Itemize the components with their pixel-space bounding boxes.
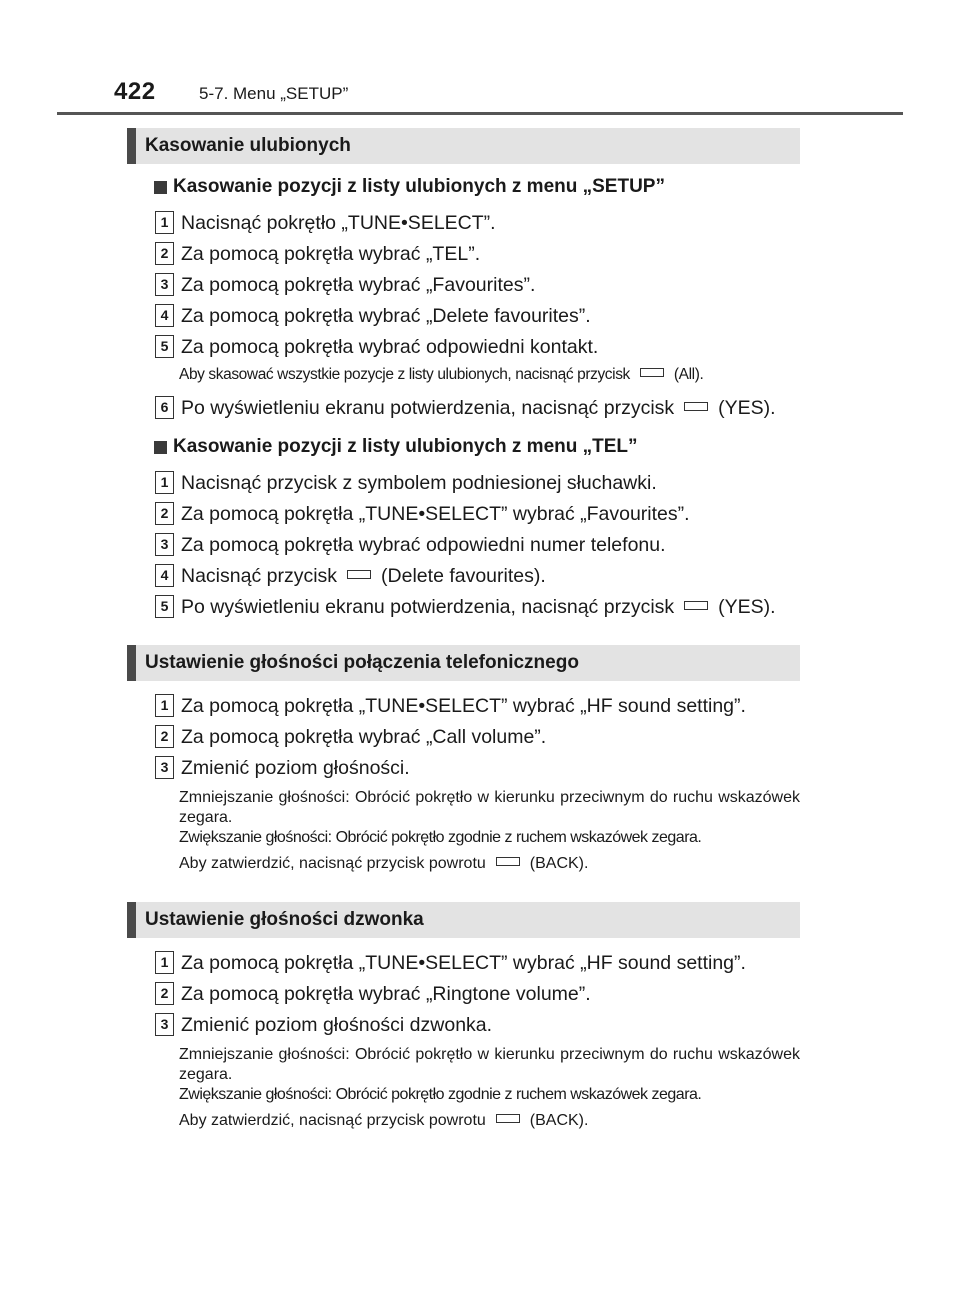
square-bullet-icon — [154, 441, 167, 454]
chapter-title: 5-7. Menu „SETUP” — [199, 84, 349, 103]
step-number-icon: 2 — [155, 725, 174, 748]
step-text: Zmienić poziom głośności dzwonka. — [181, 1014, 493, 1036]
step-number-icon: 3 — [155, 533, 174, 556]
page-header — [0, 0, 960, 118]
step-number-icon: 2 — [155, 982, 174, 1005]
step-item — [127, 1010, 800, 1041]
screen-button-icon — [684, 601, 708, 610]
step-item — [127, 691, 800, 722]
step-text: Za pomocą pokrętła wybrać odpowiedni numer telefonu. — [181, 534, 666, 556]
step-text: Nacisnąć przycisk z symbolem podniesionej słuchawki. — [181, 472, 657, 494]
note-with-button — [127, 365, 800, 385]
step-number-icon: 6 — [155, 396, 174, 419]
step-number-icon: 5 — [155, 335, 174, 358]
step-number-icon: 5 — [155, 595, 174, 618]
step-text: Za pomocą pokrętła wybrać „Call volume”. — [181, 726, 547, 748]
subheading — [127, 436, 800, 462]
step-text: Za pomocą pokrętła „TUNE•SELECT” wybrać „HF sound setting”. — [181, 952, 746, 974]
step-item — [127, 530, 800, 561]
note-text-suffix: (BACK). — [529, 1112, 589, 1129]
square-bullet-icon — [154, 181, 167, 194]
step-text: Za pomocą pokrętła wybrać „Favourites”. — [181, 274, 536, 296]
screen-button-icon — [496, 857, 520, 866]
step-number-icon: 2 — [155, 242, 174, 265]
step-item — [127, 948, 800, 979]
step-item — [127, 722, 800, 753]
step-item — [127, 332, 800, 363]
note-text: Aby zatwierdzić, nacisnąć przycisk powrotu — [179, 855, 486, 872]
note-with-button — [127, 854, 800, 874]
subheading-text: Kasowanie pozycji z listy ulubionych z menu „TEL” — [173, 436, 638, 457]
step-text-suffix: (Delete favourites). — [381, 565, 546, 587]
note-text: Aby zatwierdzić, nacisnąć przycisk powrotu — [179, 1112, 486, 1129]
step-item — [127, 468, 800, 499]
screen-button-icon — [640, 368, 664, 377]
screen-button-icon — [496, 1114, 520, 1123]
step-item — [127, 301, 800, 332]
step-number-icon: 2 — [155, 502, 174, 525]
step-text: Za pomocą pokrętła „TUNE•SELECT” wybrać „Favourites”. — [181, 503, 690, 525]
step-text: Nacisnąć przycisk — [181, 565, 338, 587]
step-text: Za pomocą pokrętła wybrać „TEL”. — [181, 243, 481, 265]
note-text-suffix: (BACK). — [529, 855, 589, 872]
note-text: Zmniejszanie głośności: Obrócić pokrętło w kierunku przeciwnym do ruchu wskazówek zegara. — [179, 1046, 800, 1083]
step-number-icon: 1 — [155, 471, 174, 494]
subheading — [127, 176, 800, 202]
step-text: Za pomocą pokrętła „TUNE•SELECT” wybrać „HF sound setting”. — [181, 695, 746, 717]
header-rule — [57, 112, 903, 115]
section-gap — [127, 880, 800, 902]
step-item — [127, 753, 800, 784]
step-number-icon: 3 — [155, 756, 174, 779]
step-item — [127, 208, 800, 239]
page-number: 422 — [114, 78, 156, 105]
spacer — [127, 681, 800, 691]
subheading-text: Kasowanie pozycji z listy ulubionych z menu „SETUP” — [173, 176, 665, 197]
step-text: Po wyświetleniu ekranu potwierdzenia, nacisnąć przycisk — [181, 596, 675, 618]
step-number-icon: 4 — [155, 304, 174, 327]
step-number-icon: 1 — [155, 951, 174, 974]
step-text-suffix: (YES). — [718, 596, 776, 618]
step-item — [127, 270, 800, 301]
section-gap — [127, 623, 800, 645]
step-item — [127, 979, 800, 1010]
section-heading: Ustawienie głośności dzwonka — [127, 902, 800, 938]
step-text: Za pomocą pokrętła wybrać odpowiedni kontakt. — [181, 336, 599, 358]
step-text: Zmienić poziom głośności. — [181, 757, 410, 779]
section-heading: Ustawienie głośności połączenia telefonicznego — [127, 645, 800, 681]
step-item — [127, 239, 800, 270]
step-number-icon: 1 — [155, 694, 174, 717]
step-text: Za pomocą pokrętła wybrać „Ringtone volume”. — [181, 983, 591, 1005]
note-text: Zmniejszanie głośności: Obrócić pokrętło w kierunku przeciwnym do ruchu wskazówek zegara. — [179, 789, 800, 826]
note-text: Zwiększanie głośności: Obrócić pokrętło zgodnie z ruchem wskazówek zegara. — [179, 1086, 702, 1103]
step-text: Nacisnąć pokrętło „TUNE•SELECT”. — [181, 212, 496, 234]
step-text-suffix: (YES). — [718, 397, 776, 419]
step-item — [127, 499, 800, 530]
screen-button-icon — [347, 570, 371, 579]
step-item — [127, 393, 800, 424]
step-item — [127, 592, 800, 623]
note-text: Aby skasować wszystkie pozycje z listy ulubionych, nacisnąć przycisk — [179, 366, 630, 383]
step-number-icon: 1 — [155, 211, 174, 234]
screen-button-icon — [684, 402, 708, 411]
note-text: Zwiększanie głośności: Obrócić pokrętło zgodnie z ruchem wskazówek zegara. — [179, 829, 702, 846]
step-text: Po wyświetleniu ekranu potwierdzenia, nacisnąć przycisk — [181, 397, 675, 419]
step-number-icon: 3 — [155, 1013, 174, 1036]
note-text-suffix: (All). — [673, 366, 704, 383]
step-number-icon: 3 — [155, 273, 174, 296]
section-heading: Kasowanie ulubionych — [127, 128, 800, 164]
step-number-icon: 4 — [155, 564, 174, 587]
spacer — [127, 938, 800, 948]
note-with-button — [127, 1111, 800, 1131]
step-text: Za pomocą pokrętła wybrać „Delete favourites”. — [181, 305, 591, 327]
step-item — [127, 561, 800, 592]
page-content — [127, 128, 800, 1137]
